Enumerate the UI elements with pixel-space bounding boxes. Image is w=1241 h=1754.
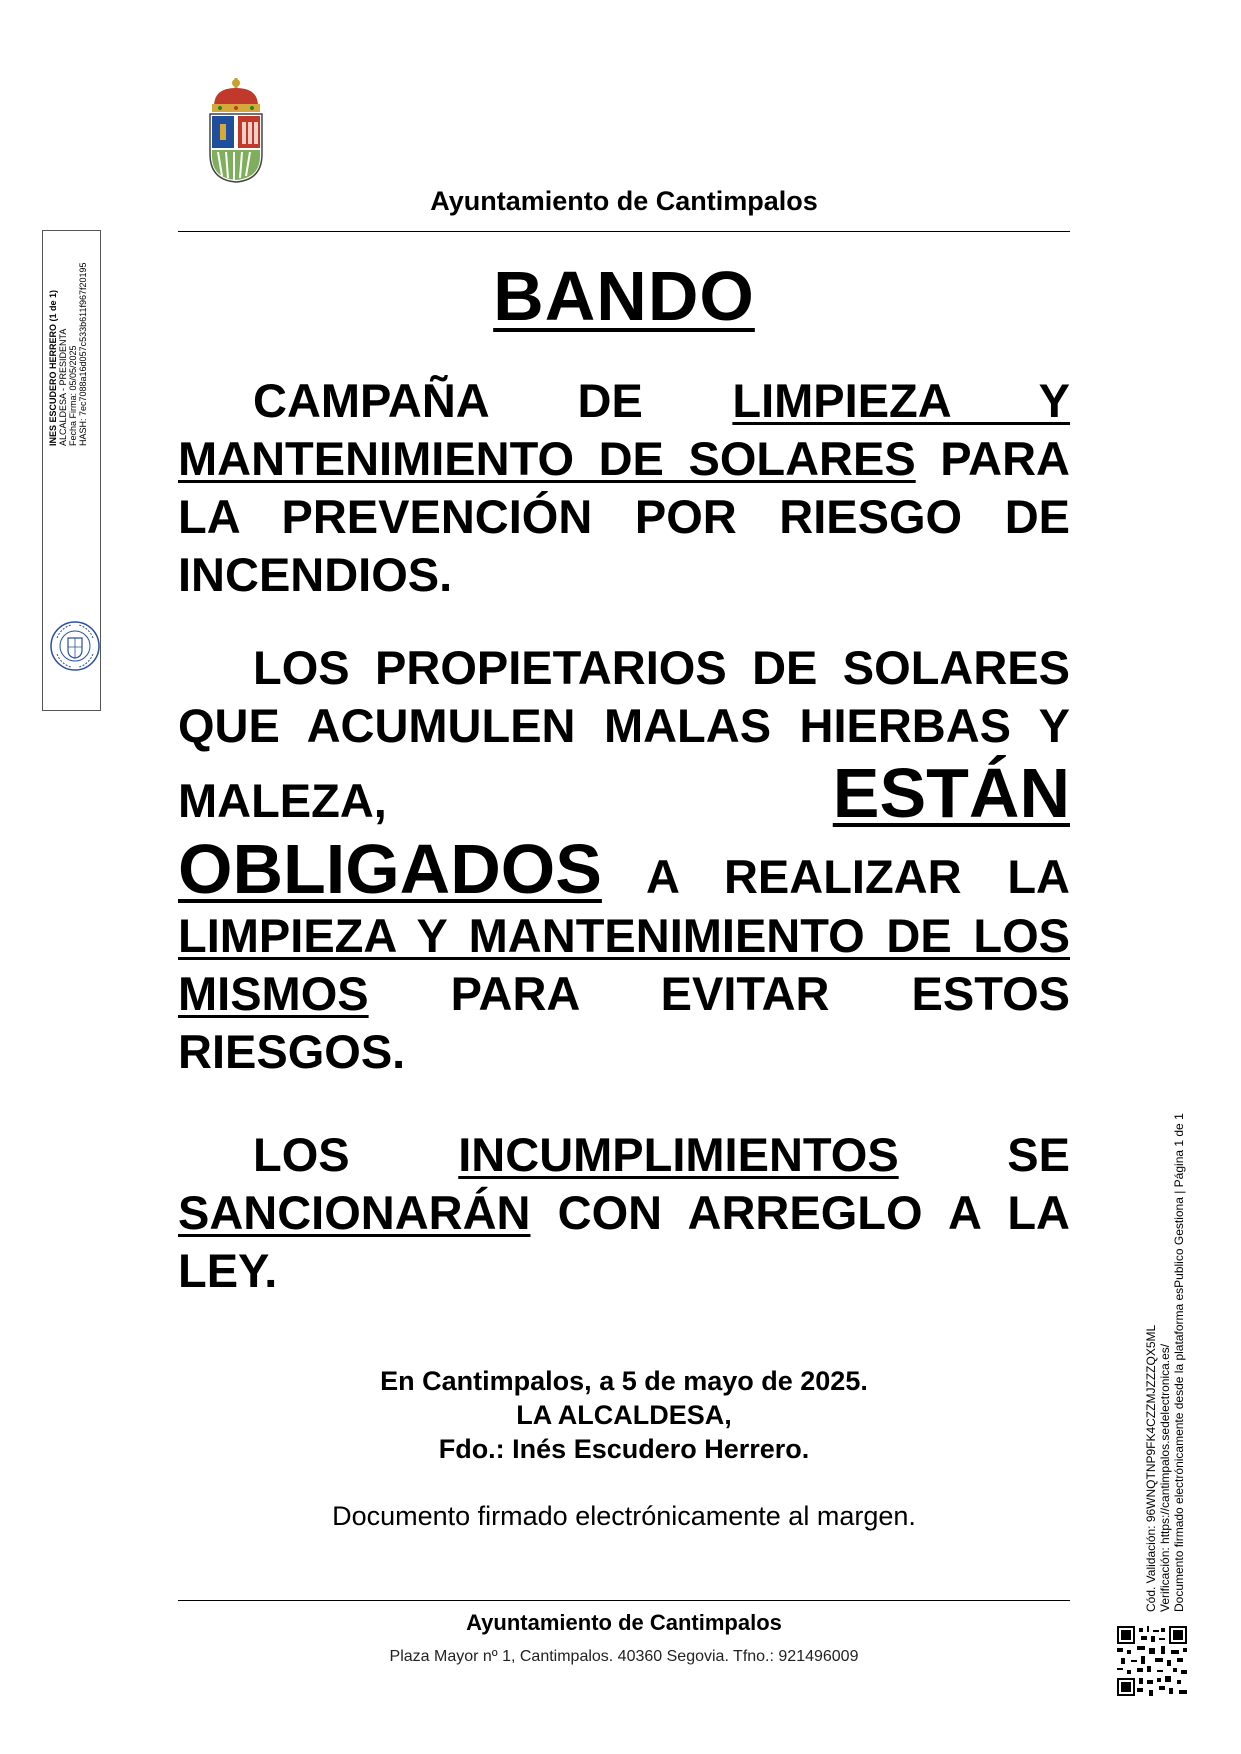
footer-organization-name: Ayuntamiento de Cantimpalos — [466, 1610, 782, 1635]
paragraph-campaign: CAMPAÑA DE LIMPIEZA Y MANTENIMIENTO DE SOLARES PARA LA PREVENCIÓN POR RIESGO DE INCENDIOS. — [178, 374, 1071, 601]
signature-name: Fdo.: Inés Escudero Herrero. — [438, 1434, 810, 1464]
paragraph-sanctions: LOS INCUMPLIMIENTOS SE SANCIONARÁN CON ARREGLO A LA LEY. — [178, 1128, 1070, 1297]
validation-code: Cód. Validación: 96WNQTNP9FK4CZZMJZZZQX5ML — [1144, 1324, 1158, 1612]
municipal-seal-icon — [49, 620, 101, 672]
electronic-signature-note: Documento firmado electrónicamente al margen. — [332, 1501, 916, 1531]
footer-divider — [178, 1600, 1070, 1601]
footer-address: Plaza Mayor nº 1, Cantimpalos. 40360 Segovia. Tfno.: 921496009 — [389, 1648, 859, 1665]
signer-role: ALCALDESA - PRESIDENTA — [58, 328, 68, 446]
signature-role: LA ALCALDESA, — [516, 1400, 732, 1430]
verification-url: Verificación: https://cantimpalos.sedelectronica.es/ — [1158, 1343, 1172, 1612]
header-divider — [178, 231, 1070, 232]
platform-note: Documento firmado electrónicamente desde la plataforma esPublico Gestiona | Página 1 de 1 — [1172, 1113, 1186, 1612]
document-title: BANDO — [493, 257, 755, 335]
signature-hash: HASH: 7ec7088a16d057c533b611f967f20195 — [78, 262, 88, 446]
coat-of-arms-icon — [200, 76, 272, 184]
header-organization-name: Ayuntamiento de Cantimpalos — [430, 186, 818, 216]
signer-name: INES ESCUDERO HERRERO (1 de 1) — [48, 289, 58, 446]
paragraph-obligation: LOS PROPIETARIOS DE SOLARES QUE ACUMULEN MALAS HIERBAS Y MALEZA, ESTÁN OBLIGADOS A REALIZAR LA LIMPIEZA Y MANTENIMIENTO DE LOS MISMOS PARA EVITAR ESTOS RIESGOS. — [178, 641, 1070, 1078]
qr-code-icon[interactable] — [1117, 1626, 1187, 1696]
signature-date-line: En Cantimpalos, a 5 de mayo de 2025. — [380, 1366, 868, 1396]
signature-date: Fecha Firma: 05/05/2025 — [68, 345, 78, 446]
